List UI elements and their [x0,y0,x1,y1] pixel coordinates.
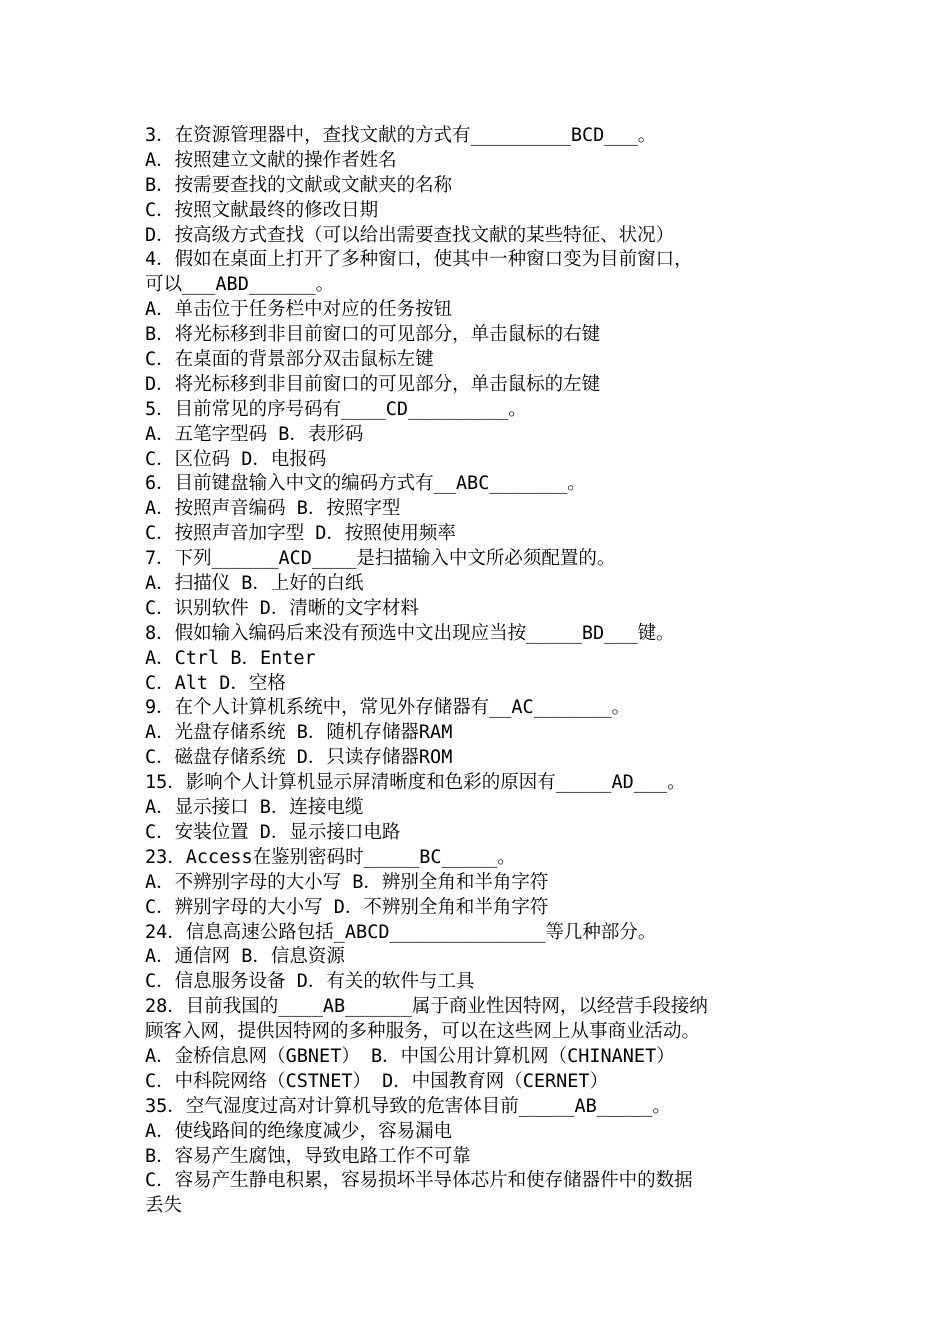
text-line: 8．假如输入编码后来没有预选中文出现应当按_____BD___键。 [145,622,675,644]
text-line: C．区位码 D．电报码 [145,448,327,470]
text-line: B．容易产生腐蚀，导致电路工作不可靠 [145,1145,471,1167]
text-line: C．中科院网络（CSTNET） D．中国教育网（CERNET） [145,1070,609,1092]
text-line: C．容易产生静电积累，容易损坏半导体芯片和使存储器件中的数据 [145,1170,693,1192]
text-line: C．按照文献最终的修改日期 [145,199,379,221]
text-line: C．识别软件 D．清晰的文字材料 [145,597,419,619]
text-line: 可以___ABD______。 [145,274,335,296]
text-line: A．按照建立文献的操作者姓名 [145,149,397,171]
text-line: 7．下列______ACD____是扫描输入中文所必须配置的。 [145,548,616,570]
text-line: 24．信息高速公路包括_ABCD______________等几种部分。 [145,921,657,943]
text-line: D．将光标移到非目前窗口的可见部分，单击鼠标的左键 [145,373,601,395]
text-line: C．在桌面的背景部分双击鼠标左键 [145,349,434,371]
text-line: A．显示接口 B．连接电缆 [145,797,364,819]
text-line: B．将光标移到非目前窗口的可见部分，单击鼠标的右键 [145,324,601,346]
text-line: 丢失 [145,1195,183,1217]
text-line: A．金桥信息网（GBNET） B．中国公用计算机网（CHINANET） [145,1045,675,1067]
text-line: C．信息服务设备 D．有关的软件与工具 [145,971,475,993]
text-line: C．Alt D．空格 [145,672,286,694]
text-line: D．按高级方式查找（可以给出需要查找文献的某些特征、状况） [145,224,675,246]
text-line: C．辨别字母的大小写 D．不辨别全角和半角字符 [145,896,549,918]
text-line: 35．空气湿度过高对计算机导致的危害体目前_____AB_____。 [145,1095,671,1117]
text-line: 9．在个人计算机系统中，常见外存储器有__AC_______。 [145,697,631,719]
text-line: C．安装位置 D．显示接口电路 [145,821,401,843]
text-line: A．扫描仪 B．上好的白纸 [145,573,364,595]
text-line: 15．影响个人计算机显示屏清晰度和色彩的原因有_____AD___。 [145,772,686,794]
text-line: 28．目前我国的____AB______属于商业性因特网，以经营手段接纳 [145,996,708,1018]
text-line: 23．Access在鉴别密码时_____BC_____。 [145,846,516,868]
text-line: 4．假如在桌面上打开了多种窗口，使其中一种窗口变为目前窗口， [145,249,693,271]
text-line: 5．目前常见的序号码有____CD_________。 [145,398,527,420]
text-line: A．光盘存储系统 B．随机存储器RAM [145,722,453,744]
text-line: A．Ctrl B．Enter [145,647,316,669]
text-line: C．按照声音加字型 D．按照使用频率 [145,523,456,545]
text-line: A．不辨别字母的大小写 B．辨别全角和半角字符 [145,871,549,893]
text-line: A．通信网 B．信息资源 [145,946,345,968]
text-line: 顾客入网，提供因特网的多种服务，可以在这些网上从事商业活动。 [145,1021,701,1043]
text-line: A．使线路间的绝缘度减少，容易漏电 [145,1120,453,1142]
text-line: A．五笔字型码 B．表形码 [145,423,364,445]
text-line: C．磁盘存储系统 D．只读存储器ROM [145,747,453,769]
text-line: 3．在资源管理器中，查找文献的方式有_________BCD___。 [145,125,657,146]
text-line: B．按需要查找的文献或文献夹的名称 [145,174,453,196]
text-line: A．按照声音编码 B．按照字型 [145,498,401,520]
text-line: 6．目前键盘输入中文的编码方式有__ABC_______。 [145,473,586,495]
document-body [145,124,817,1219]
text-line: A．单击位于任务栏中对应的任务按钮 [145,299,453,321]
